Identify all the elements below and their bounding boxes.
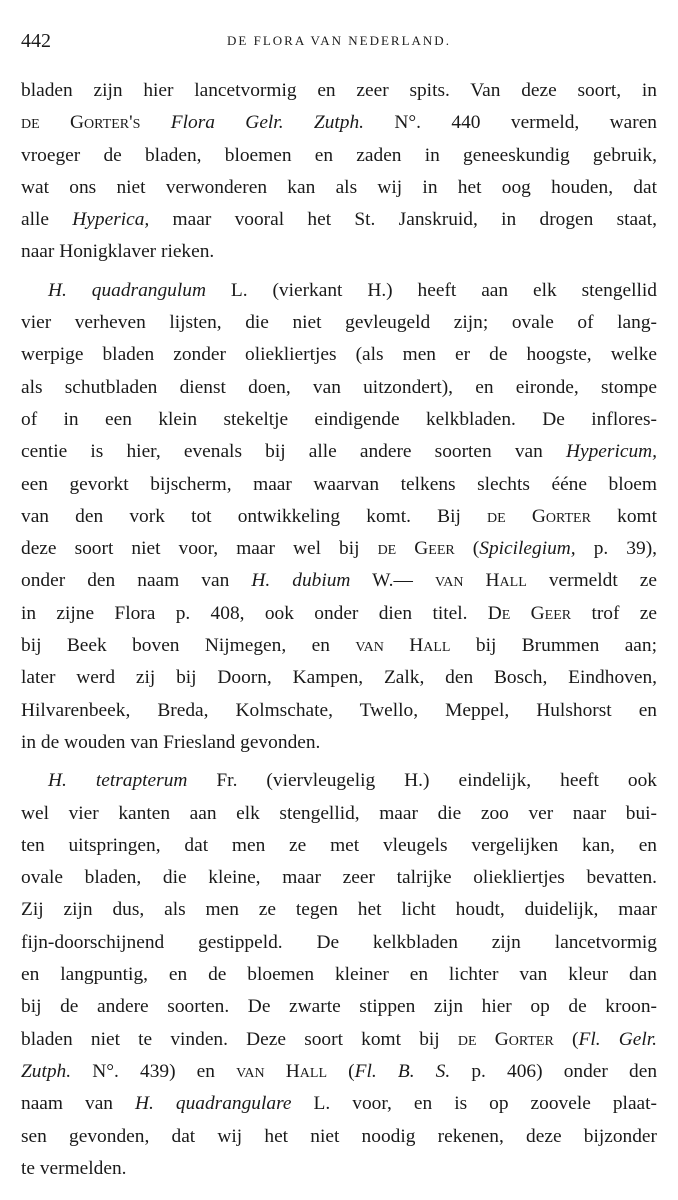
text-run: p. 39), bbox=[575, 538, 657, 560]
italic-text: Fl. Gelr. bbox=[578, 1028, 657, 1050]
text-line bbox=[21, 275, 657, 307]
text-line bbox=[21, 991, 657, 1023]
text-run: L. (vierkant H.) heeft aan elk stengellid bbox=[205, 279, 657, 301]
page-number: 442 bbox=[21, 30, 51, 52]
text-run: in de wouden van Friesland gevonden. bbox=[21, 731, 321, 753]
italic-text: H. tetrapterum bbox=[48, 770, 188, 792]
text-run: een gevorkt bijscherm, maar waarvan telkens slechts ééne bloem bbox=[21, 473, 657, 495]
text-run: Hilvarenbeek, Breda, Kolmschate, Twello, Meppel, Hulshorst en bbox=[21, 699, 657, 721]
text-line bbox=[21, 107, 657, 139]
text-run: deze soort niet voor, maar wel bij bbox=[21, 538, 378, 560]
text-line bbox=[21, 695, 657, 727]
italic-text: Fl. B. S. bbox=[354, 1060, 451, 1082]
text-run: vermeldt ze bbox=[526, 570, 657, 592]
italic-text: H. quadrangulare bbox=[135, 1093, 292, 1115]
text-run: sen gevonden, dat wij het niet noodig rekenen, deze bijzonder bbox=[21, 1125, 657, 1147]
italic-text: Zutph. bbox=[21, 1060, 72, 1082]
text-run: van den vork tot ontwikkeling komt. Bij bbox=[21, 505, 488, 527]
text-run: wat ons niet verwonderen kan als wij in het oog houden, dat bbox=[21, 176, 657, 198]
text-run: bij Beek boven Nijmegen, en bbox=[21, 635, 356, 657]
italic-text: Spicilegium, bbox=[479, 538, 576, 560]
text-run: ( bbox=[327, 1060, 355, 1082]
text-run: ovale bladen, die kleine, maar zeer talrijke oliekliertjes bevatten. bbox=[21, 867, 657, 889]
text-line bbox=[21, 307, 657, 339]
text-line bbox=[21, 372, 657, 404]
smallcaps-name: van Hall bbox=[236, 1060, 328, 1082]
text-run: als schutbladen dienst doen, van uitzondert), en eironde, stompe bbox=[21, 376, 657, 398]
text-run: L. voor, en is op zoovele plaat- bbox=[291, 1093, 657, 1115]
smallcaps-name: van Hall bbox=[355, 635, 451, 657]
running-title: DE FLORA VAN NEDERLAND. bbox=[227, 33, 451, 48]
text-line bbox=[21, 172, 657, 204]
text-run: en langpuntig, en de bloemen kleiner en lichter van kleur dan bbox=[21, 964, 657, 986]
text-line bbox=[21, 727, 657, 759]
text-line bbox=[21, 501, 657, 533]
text-run: wel vier kanten aan elk stengellid, maar die zoo ver naar bui- bbox=[21, 802, 657, 824]
text-line bbox=[21, 1121, 657, 1153]
text-line bbox=[21, 1024, 657, 1056]
text-run: ( bbox=[553, 1028, 579, 1050]
text-run: bladen zijn hier lancetvormig en zeer spits. Van deze soort, in bbox=[21, 80, 657, 101]
text-run: te vermelden. bbox=[21, 1157, 127, 1179]
smallcaps-name: van Hall bbox=[434, 570, 527, 592]
text-run: fijn-doorschijnend gestippeld. De kelkbladen zijn lancetvormig bbox=[21, 931, 657, 953]
text-run: werpige bladen zonder oliekliertjes (als men er de hoogste, welke bbox=[21, 344, 657, 366]
text-run: Fr. (viervleugelig H.) eindelijk, heeft ook bbox=[187, 770, 657, 792]
text-line bbox=[21, 533, 657, 565]
text-run: maar vooral het St. Janskruid, in drogen staat, bbox=[149, 209, 657, 231]
text-run: Zij zijn dus, als men ze tegen het licht houdt, duidelijk, maar bbox=[21, 899, 657, 921]
text-run: bij Brummen aan; bbox=[450, 635, 657, 657]
text-run: in zijne Flora p. 408, ook onder dien titel. bbox=[21, 602, 488, 624]
text-line bbox=[21, 236, 657, 268]
text-run: N°. 439) en bbox=[71, 1060, 237, 1082]
smallcaps-name: de Gorter bbox=[487, 505, 591, 527]
italic-text: Hyperica, bbox=[72, 209, 150, 231]
text-line bbox=[21, 436, 657, 468]
text-line bbox=[21, 798, 657, 830]
text-line bbox=[21, 598, 657, 630]
text-line bbox=[21, 662, 657, 694]
text-run: alle bbox=[21, 209, 73, 231]
text-run: of in een klein stekeltje eindigende kelkbladen. De inflores- bbox=[21, 408, 657, 430]
text-run: later werd zij bij Doorn, Kampen, Zalk, den Bosch, Eindhoven, bbox=[21, 667, 657, 689]
text-line bbox=[21, 404, 657, 436]
text-run: N°. 440 vermeld, waren bbox=[364, 112, 657, 134]
text-run: bij de andere soorten. De zwarte stippen zijn hier op de kroon- bbox=[21, 996, 657, 1018]
text-line bbox=[21, 927, 657, 959]
text-line bbox=[21, 1088, 657, 1120]
text-line bbox=[21, 140, 657, 172]
text-line bbox=[21, 959, 657, 991]
text-run: vroeger de bladen, bloemen en zaden in geneeskundig gebruik, bbox=[21, 144, 657, 166]
text-run bbox=[140, 112, 170, 133]
text-line bbox=[21, 469, 657, 501]
text-line bbox=[21, 830, 657, 862]
text-line bbox=[21, 1153, 657, 1185]
text-run: ( bbox=[454, 538, 480, 560]
text-run: vier verheven lijsten, die niet gevleugeld zijn; ovale of lang- bbox=[21, 312, 657, 334]
text-run: trof ze bbox=[571, 602, 657, 624]
text-run: W.— bbox=[350, 570, 435, 592]
smallcaps-name: de Geer bbox=[377, 538, 455, 560]
text-line bbox=[21, 765, 657, 797]
text-line bbox=[21, 630, 657, 662]
text-run: komt bbox=[590, 505, 657, 527]
text-line bbox=[21, 75, 657, 107]
text-line bbox=[21, 565, 657, 597]
italic-text: Hypericum, bbox=[566, 441, 657, 463]
italic-text: H. quadrangulum bbox=[48, 279, 206, 301]
smallcaps-name: de Gorter's bbox=[21, 112, 141, 134]
text-run: naar Honigklaver rieken. bbox=[21, 241, 215, 263]
text-run: naam van bbox=[21, 1093, 136, 1115]
body-text bbox=[21, 75, 657, 1185]
text-run: ten uitspringen, dat men ze met vleugels vergelijken kan, en bbox=[21, 834, 657, 856]
text-run: onder den naam van bbox=[21, 570, 252, 592]
text-line bbox=[21, 339, 657, 371]
italic-text: H. dubium bbox=[251, 570, 351, 592]
text-line bbox=[21, 204, 657, 236]
text-run: bladen niet te vinden. Deze soort komt bij bbox=[21, 1028, 458, 1050]
text-line bbox=[21, 862, 657, 894]
page-header bbox=[21, 30, 657, 58]
smallcaps-name: De Geer bbox=[487, 602, 572, 624]
italic-text: Flora Gelr. Zutph. bbox=[170, 112, 365, 134]
text-run: p. 406) onder den bbox=[450, 1060, 657, 1082]
text-run: centie is hier, evenals bij alle andere soorten van bbox=[21, 441, 566, 463]
text-line bbox=[21, 894, 657, 926]
smallcaps-name: de Gorter bbox=[457, 1028, 554, 1050]
text-line bbox=[21, 1056, 657, 1088]
